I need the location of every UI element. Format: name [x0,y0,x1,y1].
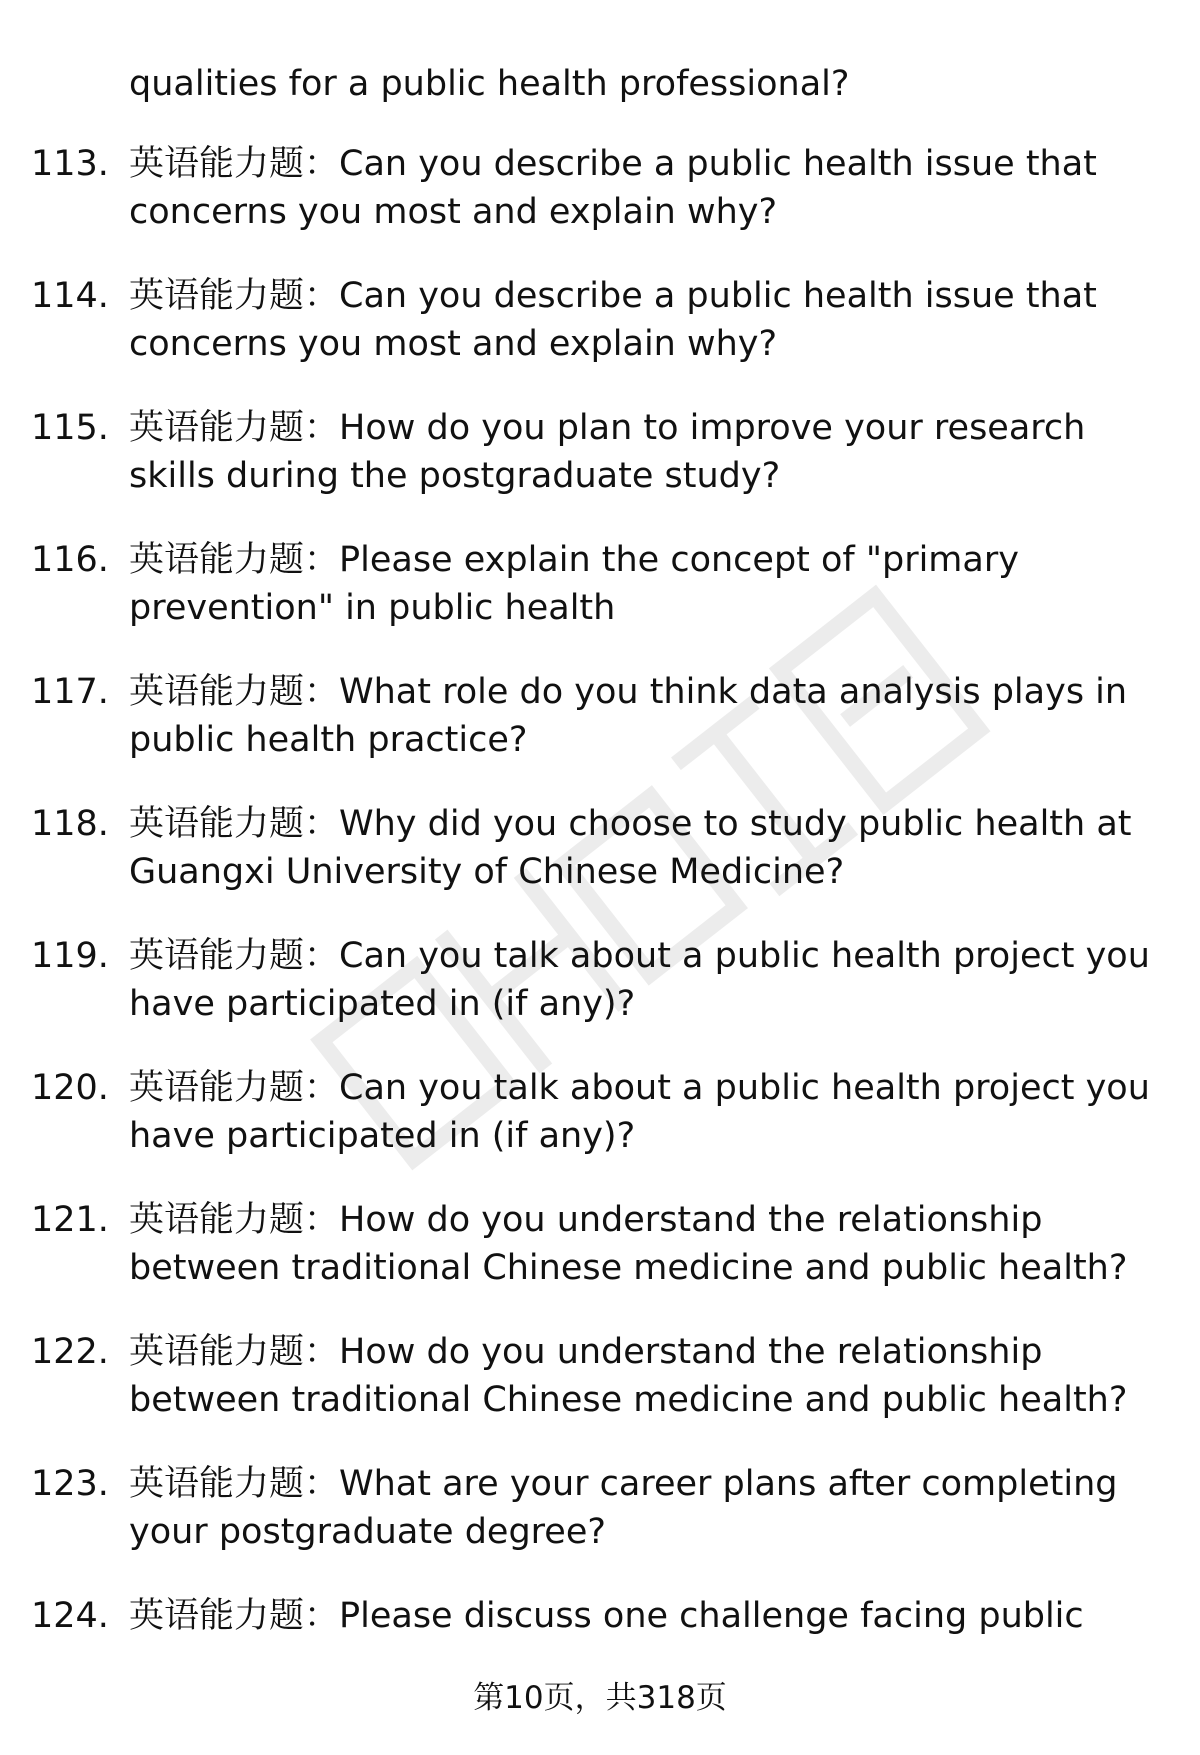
question-body: How do you understand the relationship between traditional Chinese medicine and public health? [129,1332,1128,1420]
question-item [0,800,1200,932]
question-text [129,1592,1159,1640]
question-item [0,536,1200,668]
question-number: 114. [31,276,109,316]
question-text [129,668,1159,764]
question-text [129,1064,1159,1160]
question-body: Please discuss one challenge facing public [339,1596,1084,1636]
question-number: 123. [31,1464,109,1504]
question-item [0,1064,1200,1196]
question-item [0,932,1200,1064]
question-list [0,140,1200,1724]
question-item [0,272,1200,404]
question-text [129,140,1159,236]
question-item [0,404,1200,536]
question-body: How do you understand the relationship between traditional Chinese medicine and public health? [129,1200,1128,1288]
question-number: 116. [31,540,109,580]
question-body: Can you talk about a public health project you have participated in (if any)? [129,936,1150,1024]
question-body: Why did you choose to study public health at Guangxi University of Chinese Medicine? [129,804,1132,892]
question-number: 121. [31,1200,109,1240]
question-body: Can you talk about a public health project you have participated in (if any)? [129,1068,1150,1156]
question-text [129,1196,1159,1292]
continued-question-text: qualities for a public health professional? [129,64,850,104]
question-type-label: 英语能力题： [129,276,340,316]
question-item [0,1460,1200,1592]
question-body: What role do you think data analysis plays in public health practice? [129,672,1128,760]
question-text [129,272,1159,368]
question-number: 113. [31,144,109,184]
question-body: What are your career plans after completing your postgraduate degree? [129,1464,1118,1552]
question-text [129,800,1159,896]
question-text [129,404,1159,500]
question-type-label: 英语能力题： [129,1068,340,1108]
question-body: Can you describe a public health issue that concerns you most and explain why? [129,276,1097,364]
question-item [0,1196,1200,1328]
question-number: 122. [31,1332,109,1372]
question-text [129,932,1159,1028]
question-type-label: 英语能力题： [129,672,340,712]
question-type-label: 英语能力题： [129,1200,340,1240]
question-item [0,1328,1200,1460]
question-type-label: 英语能力题： [129,408,340,448]
question-type-label: 英语能力题： [129,804,340,844]
question-type-label: 英语能力题： [129,144,340,184]
question-number: 115. [31,408,109,448]
question-text [129,536,1159,632]
question-number: 124. [31,1596,109,1636]
question-type-label: 英语能力题： [129,1596,340,1636]
question-type-label: 英语能力题： [129,540,340,580]
question-item [0,668,1200,800]
question-number: 119. [31,936,109,976]
question-type-label: 英语能力题： [129,1332,340,1372]
question-text [129,1460,1159,1556]
question-body: Can you describe a public health issue that concerns you most and explain why? [129,144,1097,232]
question-number: 117. [31,672,109,712]
question-number: 118. [31,804,109,844]
question-item [0,140,1200,272]
question-body: How do you plan to improve your research skills during the postgraduate study? [129,408,1086,496]
question-body: Please explain the concept of "primary prevention" in public health [129,540,1019,628]
question-type-label: 英语能力题： [129,936,340,976]
question-number: 120. [31,1068,109,1108]
question-type-label: 英语能力题： [129,1464,340,1504]
page-number-footer: 第10页，共318页 [473,1680,727,1716]
question-text [129,1328,1159,1424]
